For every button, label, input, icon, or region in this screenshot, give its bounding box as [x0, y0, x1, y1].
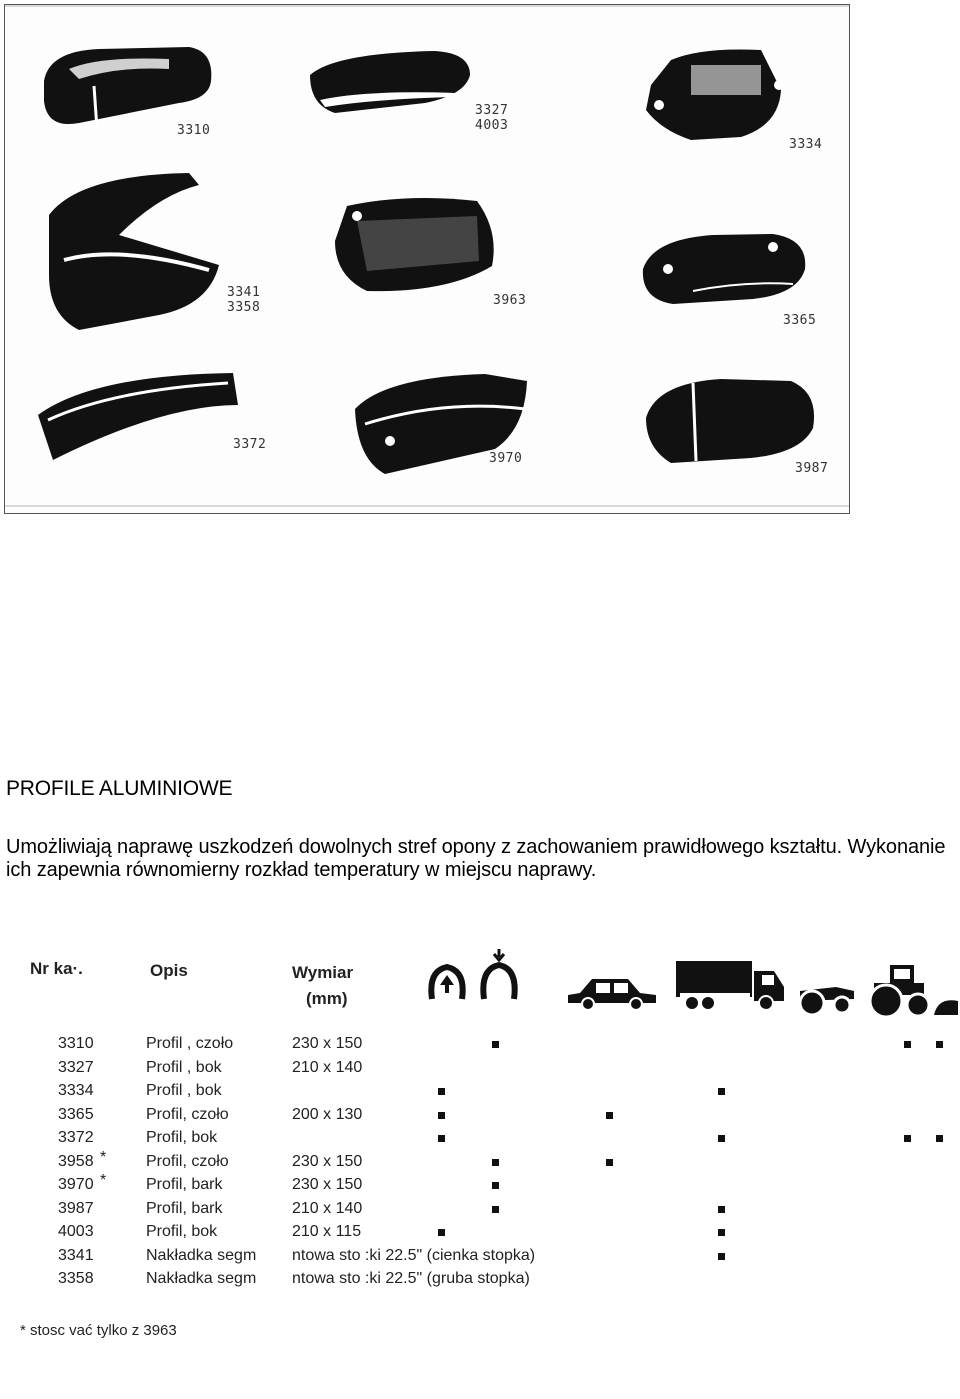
applicability-mark — [438, 1112, 445, 1119]
dimension: 210 x 115 — [292, 1223, 362, 1240]
catalogue-number: 3341 — [58, 1246, 94, 1264]
description: Profil, czoło — [146, 1152, 229, 1170]
profile-3341-image — [39, 165, 229, 335]
dimension: 230 x 150 — [292, 1035, 363, 1052]
piece-label: 3341 3358 — [227, 285, 261, 315]
applicability-mark — [438, 1088, 445, 1095]
catalogue-number: 3310 — [58, 1035, 94, 1052]
catalogue-table — [0, 945, 960, 1365]
description: Profil , bok — [146, 1058, 222, 1076]
dimension: 230 x 150 — [292, 1152, 363, 1170]
applicability-mark — [438, 1229, 445, 1236]
catalogue-number: 3372 — [58, 1129, 94, 1146]
section-heading: PROFILE ALUMINIOWE — [6, 777, 233, 800]
applicability-mark — [492, 1206, 499, 1213]
tire-side-icon — [478, 949, 520, 1010]
bottom-rule — [5, 505, 849, 507]
agricultural-trailer-icon — [796, 977, 858, 1022]
dimension: ntowa sto :ki 22.5" (gruba stopka) — [292, 1270, 530, 1287]
catalogue-number: 3365 — [58, 1105, 94, 1123]
applicability-mark — [492, 1159, 499, 1166]
profile-3334-image — [641, 45, 791, 145]
tractor-icon — [866, 961, 932, 1024]
description: Nakładka segm — [146, 1270, 257, 1287]
piece-label: 3334 — [789, 137, 823, 152]
dimension: ntowa sto :ki 22.5" (cienka stopka) — [292, 1246, 536, 1264]
footnote-marker: * — [100, 1172, 107, 1189]
piece-label: 3327 4003 — [475, 103, 509, 133]
catalogue-number: 3958 — [58, 1152, 94, 1170]
car-icon — [566, 975, 658, 1016]
description-paragraph: Umożliwiają naprawę uszkodzeń dowolnych stref opony z zachowaniem prawidłowego kształtu. Wykonanie ich zapewnia równomierny rozkład temperatury w miejscu naprawy. — [6, 836, 946, 881]
applicability-mark — [904, 1135, 911, 1142]
header-opis: Opis — [150, 961, 188, 980]
description: Nakładka segm — [146, 1246, 257, 1264]
profile-3987-image — [641, 373, 821, 468]
piece-label: 3963 — [493, 293, 527, 308]
earthmover-icon — [932, 991, 960, 1024]
applicability-mark — [718, 1206, 725, 1213]
description: Profil, bok — [146, 1129, 218, 1146]
profile-3365-image — [633, 229, 813, 309]
catalogue-number: 3970 — [58, 1176, 94, 1193]
description: Profil, bark — [146, 1199, 223, 1217]
description: Profil , czoło — [146, 1035, 234, 1052]
piece-label: 3987 — [795, 461, 829, 476]
tire-crown-icon — [426, 959, 468, 1010]
header-wymiar-unit: (mm) — [306, 989, 348, 1008]
piece-label: 3310 — [177, 123, 211, 138]
dimension: 210 x 140 — [292, 1199, 363, 1217]
profile-3963-image — [327, 191, 502, 301]
applicability-mark — [936, 1041, 943, 1048]
dimension: 200 x 130 — [292, 1105, 363, 1123]
truck-icon — [674, 957, 786, 1020]
description: Profil, bok — [146, 1223, 218, 1240]
applicability-mark — [718, 1135, 725, 1142]
catalogue-number: 3358 — [58, 1270, 94, 1287]
applicability-mark — [718, 1088, 725, 1095]
description: Profil , bok — [146, 1082, 222, 1099]
top-rule — [5, 5, 849, 7]
applicability-mark — [718, 1229, 725, 1236]
description: Profil, czoło — [146, 1105, 229, 1123]
header-nr: Nr ka·. — [30, 959, 83, 978]
applicability-mark — [904, 1041, 911, 1048]
profile-3372-image — [33, 365, 243, 465]
dimension: 230 x 150 — [292, 1176, 363, 1193]
profile-3327-image — [305, 45, 475, 120]
footnote-marker: * — [100, 1148, 107, 1166]
footnote: * stosc vać tylko z 3963 — [20, 1322, 177, 1339]
applicability-mark — [606, 1159, 613, 1166]
dimension: 210 x 140 — [292, 1058, 363, 1076]
catalogue-number: 3327 — [58, 1058, 94, 1076]
profile-3310-image — [39, 41, 219, 136]
catalogue-number: 3987 — [58, 1199, 94, 1217]
applicability-mark — [438, 1135, 445, 1142]
applicability-mark — [492, 1041, 499, 1048]
applicability-mark — [936, 1135, 943, 1142]
applicability-mark — [492, 1182, 499, 1189]
profiles-photo — [4, 4, 850, 514]
description: Profil, bark — [146, 1176, 223, 1193]
catalogue-number: 4003 — [58, 1223, 94, 1240]
catalogue-number: 3334 — [58, 1082, 94, 1099]
applicability-mark — [718, 1253, 725, 1260]
piece-label: 3365 — [783, 313, 817, 328]
applicability-mark — [606, 1112, 613, 1119]
header-wymiar: Wymiar — [292, 963, 354, 982]
piece-label: 3372 — [233, 437, 267, 452]
piece-label: 3970 — [489, 451, 523, 466]
